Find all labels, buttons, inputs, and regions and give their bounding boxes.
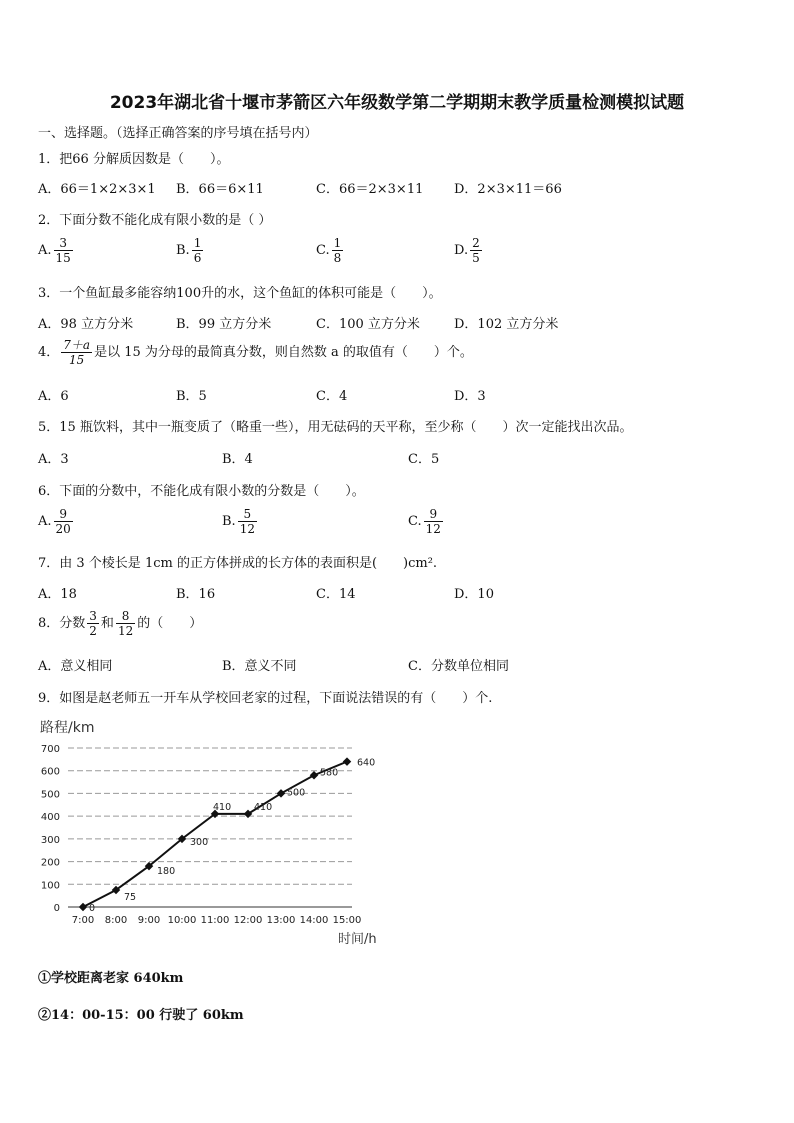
data-label: 180 (157, 866, 176, 878)
q5-option-c: C．5 (408, 452, 440, 467)
y-tick-label: 600 (40, 766, 60, 778)
q4-option-a: A．6 (38, 389, 69, 404)
x-tick-label: 15:00 (332, 915, 362, 926)
q4-option-d: D．3 (454, 389, 486, 404)
data-label: 410 (254, 801, 273, 813)
data-label: 75 (124, 891, 137, 903)
x-tick-label: 9:00 (137, 915, 161, 926)
x-tick-label: 11:00 (200, 915, 230, 926)
x-axis-label: 时间/h (338, 932, 377, 947)
q6-option-b: B. $\frac{5}{12}$ (222, 507, 255, 536)
q6-option-c: C. $\frac{9}{12}$ (408, 507, 441, 536)
q7-option-c: C．14 (316, 587, 356, 602)
section-heading: 一、选择题。（选择正确答案的序号填在括号内） (38, 126, 318, 141)
page-title: 2023年湖北省十堰市茅箭区六年级数学第二学期期末教学质量检测模拟试题 (109, 93, 685, 113)
q7-option-b: B．16 (176, 587, 216, 602)
y-tick-label: 0 (53, 903, 60, 914)
q7-option-a: A．18 (38, 587, 77, 602)
q3-option-b: B．99 立方分米 (176, 317, 272, 332)
q5-option-b: B．4 (222, 452, 253, 467)
y-tick-label: 700 (40, 744, 60, 755)
series-line (83, 762, 347, 907)
question-2: 2．下面分数不能化成有限小数的是（ ） (38, 213, 272, 228)
q1-option-d: D．2×3×11＝66 (454, 182, 562, 197)
statement-2: ②14：00-15：00 行驶了 60km (38, 1008, 244, 1023)
q4-option-c: C．4 (316, 389, 348, 404)
x-tick-label: 12:00 (233, 915, 263, 926)
q3-option-a: A．98 立方分米 (38, 317, 134, 332)
q1-option-c: C．66＝2×3×11 (316, 182, 424, 197)
q8-option-b: B．意义不同 (222, 659, 297, 674)
q2-option-b: B. $\frac{1}{6}$ (176, 236, 202, 265)
data-label: 640 (357, 757, 376, 769)
x-tick-label: 8:00 (104, 915, 128, 926)
q2-option-c: C. $\frac{1}{8}$ (316, 236, 342, 265)
x-tick-label: 14:00 (299, 915, 329, 926)
y-tick-label: 400 (40, 812, 60, 824)
question-5: 5．15 瓶饮料，其中一瓶变质了（略重一些），用无砝码的天平称，至少称（ ）次一定能找出次品。 (38, 420, 633, 435)
y-tick-label: 500 (40, 789, 60, 801)
data-point (310, 771, 318, 779)
q5-option-a: A．3 (38, 452, 69, 467)
question-6: 6．下面的分数中，不能化成有限小数的分数是（ ）。 (38, 484, 365, 499)
question-3: 3．一个鱼缸最多能容纳100升的水，这个鱼缸的体积可能是（ ）。 (38, 286, 442, 301)
statement-1: ①学校距离老家 640km (38, 971, 184, 986)
data-point (343, 757, 351, 765)
distance-time-chart (30, 712, 410, 952)
question-4: 4． $\frac{7+a}{15}$ 是以 15 为分母的最简真分数，则自然数 a 的取值有（ ）个。 (38, 338, 473, 367)
y-tick-label: 300 (40, 834, 60, 846)
x-tick-label: 10:00 (167, 915, 197, 926)
q2-option-a: A. $\frac{3}{15}$ (38, 236, 71, 265)
q6-option-a: A. $\frac{9}{20}$ (38, 507, 71, 536)
q8-option-c: C．分数单位相同 (408, 659, 509, 674)
q3-option-d: D．102 立方分米 (454, 317, 559, 332)
question-1: 1．把66 分解质因数是（ ）。 (38, 152, 230, 167)
q1-option-b: B．66＝6×11 (176, 182, 264, 197)
q7-option-d: D．10 (454, 587, 494, 602)
q8-option-a: A．意义相同 (38, 659, 113, 674)
data-label: 0 (89, 903, 96, 914)
q2-option-d: D. $\frac{2}{5}$ (454, 236, 480, 265)
question-7: 7．由 3 个棱长是 1cm 的正方体拼成的长方体的表面积是( )cm². (38, 556, 438, 571)
y-tick-label: 100 (40, 880, 60, 892)
y-tick-label: 200 (40, 857, 60, 869)
q1-option-a: A．66＝1×2×3×1 (38, 182, 156, 197)
data-label: 300 (190, 836, 209, 848)
question-9: 9．如图是赵老师五一开车从学校回老家的过程，下面说法错误的有（ ）个. (38, 691, 493, 706)
q4-option-b: B．5 (176, 389, 207, 404)
question-8: 8．分数 $\frac{3}{2}$ 和 $\frac{8}{12}$ 的（ ） (38, 609, 203, 638)
data-label: 580 (320, 767, 339, 779)
q3-option-c: C．100 立方分米 (316, 317, 420, 332)
data-point (79, 903, 87, 911)
data-label: 500 (287, 787, 306, 799)
x-tick-label: 13:00 (266, 915, 296, 926)
x-tick-label: 7:00 (71, 915, 95, 926)
y-axis-label: 路程/km (40, 720, 95, 736)
data-label: 410 (213, 801, 232, 813)
